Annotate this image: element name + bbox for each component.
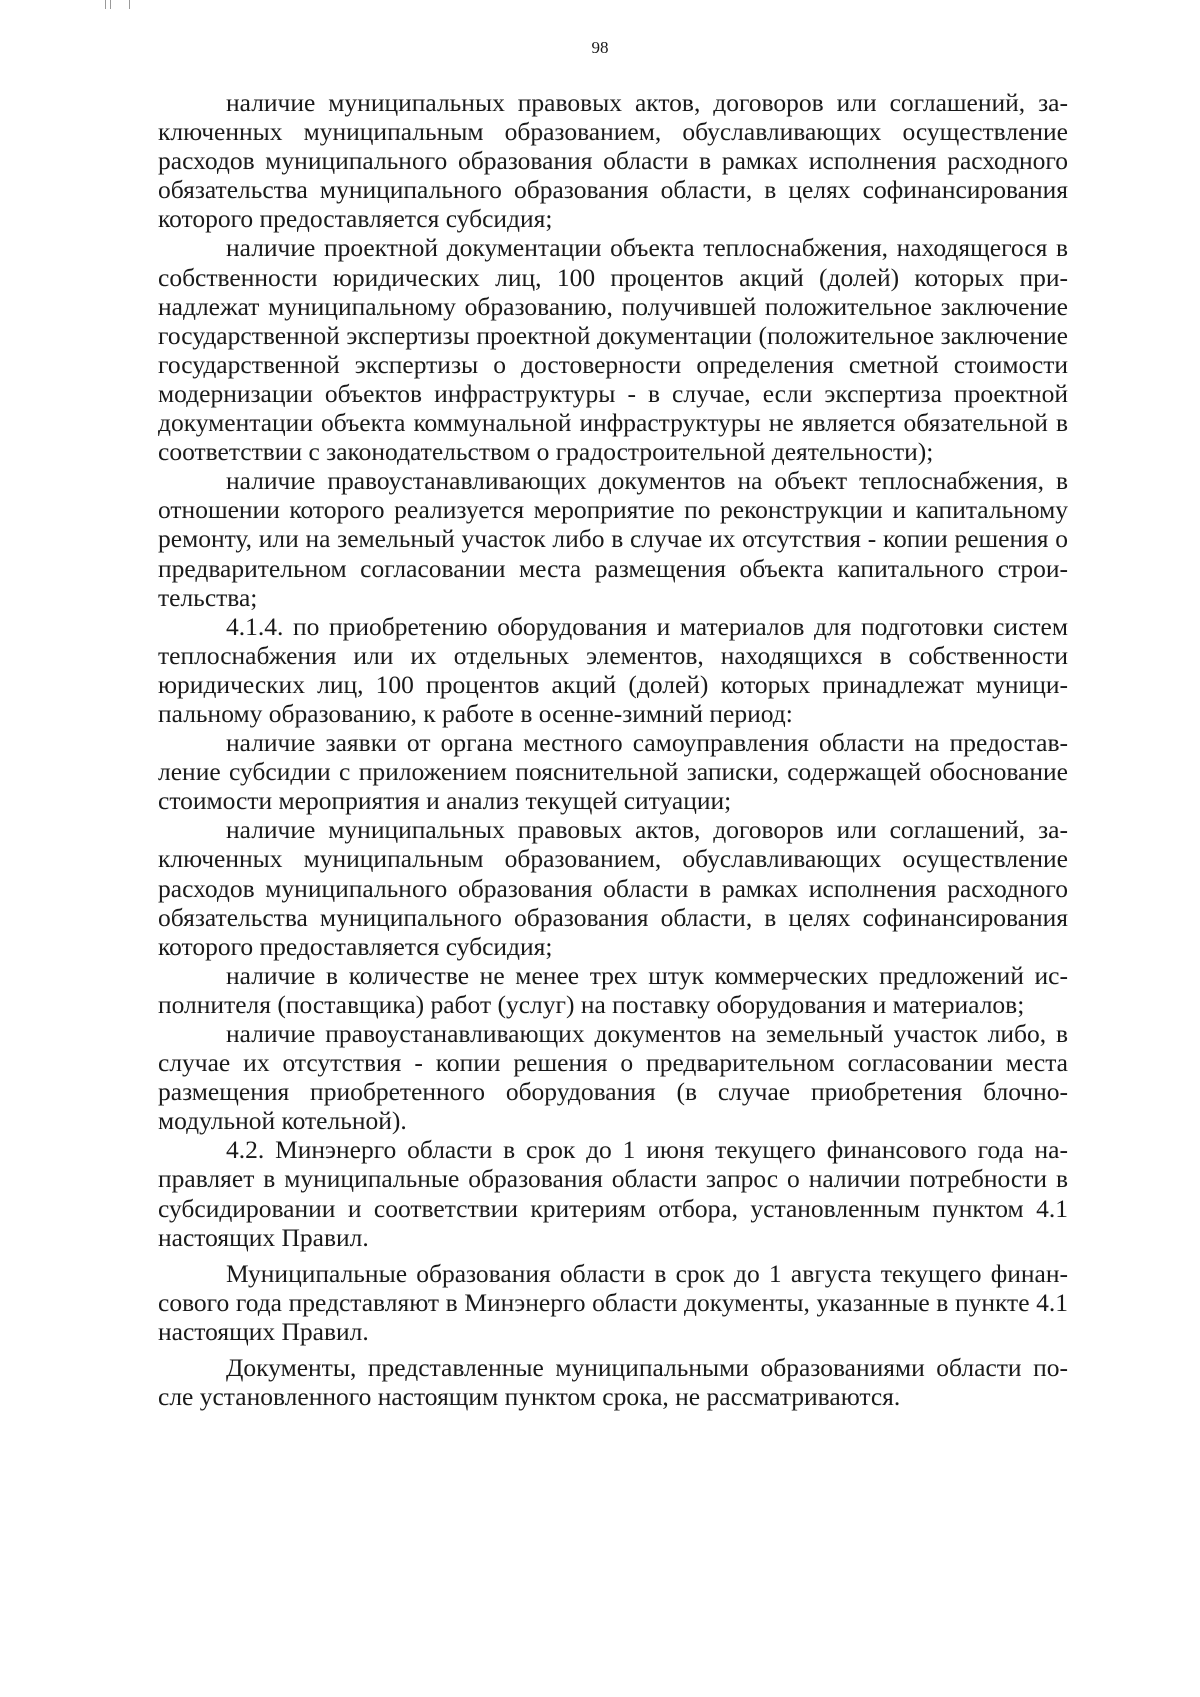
- paragraph-municipal-acts-repeat: наличие муниципальных правовых актов, договоров или соглашений, заключенных муниципальным образованием, обуславливающих осуществление расходов муниципального образования области в рамках исполнения расходного обязательства муниципального образования области, в целях софинансирования которого предоставляется субсидия;: [158, 815, 1068, 961]
- paragraph-clause-4-1-4: 4.1.4. по приобретению оборудования и материалов для подготовки систем теплоснабжения или их отдельных элементов, находящихся в собственности юридических лиц, 100 процентов акций (долей) которых принадлежат муниципальному образованию, к работе в осенне-зимний период:: [158, 611, 1068, 728]
- paragraph-land-documents: наличие правоустанавливающих документов на земельный участок либо, в случае их отсутствия - копии решения о предварительном согласовании места размещения приобретенного оборудования (в случае приобретения блочномодульной котельной).: [158, 1019, 1068, 1136]
- paragraph-project-documentation: наличие проектной документации объекта теплоснабжения, находящегося в собственности юридических лиц, 100 процентов акций (долей) которых принадлежат муниципальному образованию, получившей положительное заключение государственной экспертизы проектной документации (положительное заключение государственной экспертизы о достоверности определения сметной стоимости модернизации объектов инфраструктуры - в случае, если экспертиза проектной документации объекта коммунальной инфраструктуры не является обязательной в соответствии с законодательством о градостроительной деятельности);: [158, 233, 1068, 467]
- paragraph-title-documents: наличие правоустанавливающих документов на объект теплоснабжения, в отношении которого реализуется мероприятие по реконструкции и капитальному ремонту, или на земельный участок либо в случае их отсутствия - копии решения о предварительном согласовании места размещения объекта капитального строительства;: [158, 466, 1068, 612]
- paragraph-municipal-acts: наличие муниципальных правовых актов, договоров или соглашений, заключенных муниципальным образованием, обуславливающих осуществление расходов муниципального образования области в рамках исполнения расходного обязательства муниципального образования области, в целях софинансирования которого предоставляется субсидия;: [158, 88, 1068, 234]
- paragraph-application: наличие заявки от органа местного самоуправления области на предоставление субсидии с приложением пояснительной записки, содержащей обоснование стоимости мероприятия и анализ текущей ситуации;: [158, 728, 1068, 816]
- paragraph-submission-deadline: Муниципальные образования области в срок до 1 августа текущего финансового года представляют в Минэнерго области документы, указанные в пункте 4.1 настоящих Правил.: [158, 1258, 1068, 1346]
- paragraph-late-documents: Документы, представленные муниципальными образованиями области после установленного настоящим пунктом срока, не рассматриваются.: [158, 1353, 1068, 1412]
- paragraph-commercial-offers: наличие в количестве не менее трех штук коммерческих предложений исполнителя (поставщика) работ (услуг) на поставку оборудования и материалов;: [158, 960, 1068, 1019]
- document-body: [158, 88, 1068, 1411]
- page-number: 98: [591, 38, 609, 57]
- scan-edge-marks: [105, 0, 145, 10]
- paragraph-clause-4-2: 4.2. Минэнерго области в срок до 1 июня текущего финансового года направляет в муниципальные образования области запрос о наличии потребности в субсидировании и соответствии критериям отбора, установленным пунктом 4.1 настоящих Правил.: [158, 1135, 1068, 1252]
